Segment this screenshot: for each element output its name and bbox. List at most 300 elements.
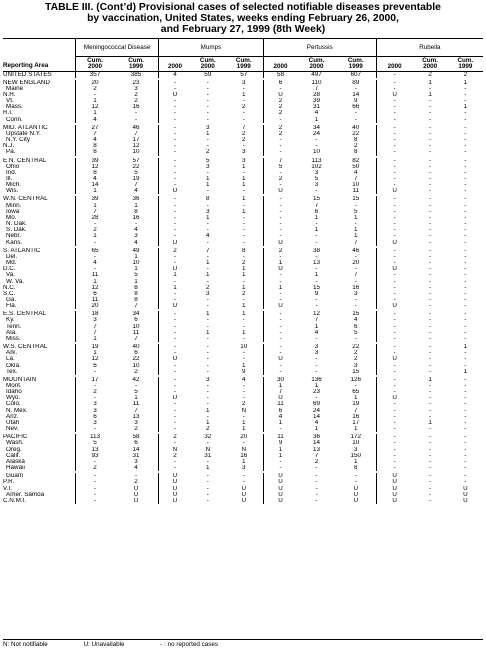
value-cell: 10 (352, 182, 360, 189)
value-cell: 10 (240, 344, 248, 351)
value-cell: - (315, 479, 318, 486)
value-cell: - (159, 170, 191, 176)
value-cell: 1 (206, 130, 210, 137)
value-cell: 24 (313, 407, 321, 414)
value-cell: 1 (206, 260, 210, 267)
value-cell: 1 (76, 188, 114, 194)
column-header: Cum. 2000 (413, 57, 448, 72)
value-cell: 5 (76, 440, 114, 446)
value-cell: - (242, 116, 245, 123)
value-cell: - (354, 296, 357, 303)
value-cell: - (464, 278, 467, 285)
value-cell: - (242, 296, 245, 303)
value-cell: - (376, 164, 412, 170)
value-cell: - (135, 473, 138, 480)
value-cell: 1 (353, 227, 358, 234)
value-cell: 7 (134, 335, 138, 342)
value-cell: 20 (76, 80, 114, 86)
value-cell: U (241, 491, 247, 498)
reporting-area-cell: Ga. (6, 296, 17, 303)
value-cell: - (376, 170, 412, 176)
value-cell: - (429, 335, 432, 342)
value-cell: 46 (132, 124, 140, 131)
reporting-area-cell: Miss. (6, 335, 21, 342)
value-cell: - (263, 465, 297, 471)
value-cell: - (263, 170, 297, 176)
value-cell: 46 (352, 247, 360, 254)
title-line-2: by vaccination, United States, weeks ending February 26, 2000, (87, 13, 399, 24)
value-cell: - (464, 419, 467, 426)
value-cell: - (464, 323, 467, 330)
reporting-area-cell: Minn. (6, 202, 22, 209)
value-cell: - (429, 266, 432, 273)
reporting-area-cell: P.R. (3, 479, 15, 486)
value-cell: - (464, 479, 467, 486)
value-cell: - (376, 434, 412, 440)
value-cell: 1 (314, 323, 319, 330)
value-cell: 3 (353, 362, 358, 369)
value-cell: - (429, 130, 432, 137)
value-cell: 10 (313, 149, 321, 156)
value-cell: - (376, 291, 412, 297)
value-cell: 7 (76, 131, 114, 137)
value-cell: - (206, 169, 209, 176)
value-cell: 3 (353, 446, 358, 453)
value-cell: 1 (206, 465, 210, 472)
value-cell: - (376, 285, 412, 291)
value-cell: 5 (134, 169, 138, 176)
column-header: Cum. 1999 (225, 57, 263, 72)
value-cell: U (263, 303, 297, 309)
value-cell: - (263, 182, 297, 188)
reporting-area-cell: N.C. (3, 284, 16, 291)
value-cell: - (376, 369, 412, 375)
reporting-area-cell: Okla. (6, 362, 21, 369)
value-cell: 31 (132, 452, 140, 459)
value-cell: 7 (242, 124, 246, 131)
value-cell: 9 (314, 290, 319, 297)
value-cell: - (159, 344, 191, 350)
column-header: Cum. 2000 (76, 57, 114, 72)
value-cell: - (76, 395, 114, 401)
reporting-area-cell: Ala. (6, 329, 17, 336)
value-cell: 3 (134, 85, 138, 92)
value-cell: - (376, 254, 412, 260)
value-cell: - (159, 291, 191, 297)
value-cell: 13 (313, 260, 321, 267)
value-cell: - (206, 497, 209, 504)
value-cell: 8 (134, 290, 138, 297)
value-cell: 1 (428, 376, 432, 383)
value-cell: 3 (242, 157, 246, 164)
value-cell: - (429, 143, 432, 150)
reporting-area-cell: Calif. (6, 452, 21, 459)
reporting-area-cell: N. Dak. (6, 221, 27, 228)
table-row (3, 498, 483, 504)
value-cell: - (159, 401, 191, 407)
value-cell: 12 (76, 285, 114, 291)
value-cell: - (429, 137, 432, 144)
value-cell: 3 (206, 376, 210, 383)
value-cell: - (376, 158, 412, 164)
value-cell: N (159, 447, 191, 453)
value-cell: 9 (353, 98, 358, 105)
value-cell: - (429, 465, 432, 472)
value-cell: - (242, 323, 245, 330)
value-cell: 12 (313, 311, 321, 318)
value-cell: - (159, 254, 191, 260)
value-cell: - (206, 137, 209, 144)
value-cell: 113 (311, 157, 322, 164)
value-cell: - (464, 329, 467, 336)
value-cell: 7 (353, 272, 358, 279)
value-cell: - (376, 408, 412, 414)
value-cell: 2 (159, 453, 191, 459)
value-cell: - (76, 426, 114, 432)
reporting-area-cell: R.I. (3, 110, 13, 117)
value-cell: - (429, 290, 432, 297)
value-cell: - (429, 104, 432, 111)
value-cell: 1 (134, 278, 138, 285)
value-cell: - (206, 110, 209, 117)
reporting-area-cell: Kans. (6, 239, 23, 246)
reporting-area-cell: PACIFIC (3, 434, 28, 441)
value-cell: 6 (134, 440, 138, 447)
value-cell: 14 (313, 440, 321, 447)
value-cell: - (429, 434, 432, 441)
value-cell: - (464, 239, 467, 246)
value-cell: 5 (263, 164, 297, 170)
value-cell: 34 (132, 311, 140, 318)
value-cell: 1 (463, 79, 468, 86)
value-cell: 3 (353, 290, 358, 297)
value-cell: - (159, 131, 191, 137)
value-cell: - (206, 239, 209, 246)
value-cell: - (206, 317, 209, 324)
value-cell: 1 (242, 284, 246, 291)
reporting-area-cell: Ky. (6, 317, 15, 324)
value-cell: - (206, 253, 209, 260)
value-cell: 1 (242, 163, 246, 170)
value-cell: - (206, 221, 209, 228)
value-cell: - (376, 317, 412, 323)
value-cell: - (464, 426, 467, 433)
value-cell: - (263, 272, 297, 278)
value-cell: - (242, 98, 245, 105)
reporting-area-cell: E.S. CENTRAL (3, 311, 47, 318)
value-cell: U (159, 356, 191, 362)
value-cell: - (242, 85, 245, 92)
value-cell: 2 (159, 248, 191, 254)
value-cell: U (159, 188, 191, 194)
value-cell: - (242, 389, 245, 396)
value-cell: 2 (76, 465, 114, 471)
value-cell: 16 (132, 104, 140, 111)
value-cell: 13 (76, 447, 114, 453)
value-cell: 2 (134, 91, 138, 98)
value-cell: 8 (134, 296, 138, 303)
value-cell: 3 (206, 208, 210, 215)
value-cell: 39 (76, 158, 114, 164)
value-cell: - (263, 330, 297, 336)
value-cell: - (159, 330, 191, 336)
value-cell: 2 (206, 284, 210, 291)
value-cell: - (206, 79, 209, 86)
value-cell: - (376, 149, 412, 155)
value-cell: - (315, 368, 318, 375)
reporting-area-cell: La. (6, 356, 15, 363)
reporting-area-cell: E.N. CENTRAL (3, 157, 47, 164)
reporting-area-cell: Ill. (6, 176, 13, 182)
value-cell: U (159, 240, 191, 246)
value-cell: - (429, 356, 432, 363)
value-cell: - (464, 311, 467, 318)
value-cell: - (354, 253, 357, 260)
value-cell: 126 (350, 376, 361, 383)
value-cell: U (376, 492, 412, 498)
value-cell: - (429, 221, 432, 228)
reporting-area-cell: Nev. (6, 426, 19, 433)
value-cell: 16 (240, 452, 248, 459)
footnote-no-cases: - : no reported cases (160, 641, 219, 648)
reporting-area-cell: Maine (6, 85, 24, 92)
value-cell: 12 (132, 143, 140, 150)
reporting-area-cell: N.Y. City (6, 137, 31, 144)
value-cell: U (159, 492, 191, 498)
value-cell: 65 (352, 389, 360, 396)
reporting-area-cell: Colo. (6, 401, 21, 408)
value-cell: - (159, 317, 191, 323)
value-cell: 1 (314, 116, 319, 123)
value-cell: - (206, 227, 209, 234)
value-cell: - (206, 395, 209, 402)
value-cell: 7 (76, 330, 114, 336)
value-cell: - (464, 176, 467, 182)
value-cell: 2 (206, 426, 210, 433)
value-cell: - (464, 407, 467, 414)
value-cell: 4 (353, 317, 358, 324)
value-cell: U (376, 92, 412, 98)
value-cell: - (429, 350, 432, 357)
value-cell: - (429, 296, 432, 303)
value-cell: 3 (76, 401, 114, 407)
value-cell: - (464, 130, 467, 137)
value-cell: U (376, 356, 412, 362)
reporting-area-cell: UNITED STATES (3, 71, 52, 78)
value-cell: U (263, 188, 297, 194)
value-cell: 1 (159, 272, 191, 278)
value-cell: 42 (132, 376, 140, 383)
value-cell: 3 (76, 317, 114, 323)
value-cell: 2 (134, 98, 138, 105)
value-cell: 4 (159, 71, 191, 78)
reporting-area-cell: Fla. (6, 303, 17, 310)
reporting-area-cell: Conn. (6, 116, 23, 123)
value-cell: 3 (206, 163, 210, 170)
value-cell: 8 (134, 208, 138, 215)
value-cell: 4 (314, 419, 319, 426)
value-cell: - (159, 383, 191, 389)
value-cell: - (464, 303, 467, 310)
value-cell: 3 (314, 350, 319, 357)
reporting-area-cell: Alaska (6, 458, 25, 465)
value-cell: - (429, 227, 432, 234)
value-cell: 1 (263, 447, 297, 453)
value-cell: - (464, 413, 467, 420)
value-cell: N (241, 407, 247, 414)
value-cell: - (159, 149, 191, 155)
value-cell: - (159, 104, 191, 110)
reporting-area-header: Reporting Area (3, 57, 76, 72)
value-cell: - (464, 473, 467, 480)
value-cell: - (159, 311, 191, 317)
value-cell: 1 (76, 233, 114, 239)
reporting-area-cell: Tex. (6, 368, 18, 375)
value-cell: - (464, 196, 467, 203)
value-cell: - (159, 98, 191, 104)
value-cell: 1 (76, 279, 114, 285)
value-cell: 4 (263, 414, 297, 420)
value-cell: - (242, 479, 245, 486)
reporting-area-cell: Ark. (6, 350, 18, 357)
value-cell: 28 (313, 91, 321, 98)
value-cell: - (159, 465, 191, 471)
value-cell: 66 (352, 104, 360, 111)
value-cell: - (464, 317, 467, 324)
value-cell: 15 (313, 196, 321, 203)
value-cell: 7 (134, 130, 138, 137)
value-cell: - (263, 317, 297, 323)
value-cell: 15 (313, 284, 321, 291)
value-cell: - (354, 335, 357, 342)
value-cell: - (429, 344, 432, 351)
value-cell: 1 (263, 453, 297, 459)
value-cell: - (429, 208, 432, 215)
value-cell: 7 (134, 182, 138, 189)
value-cell: - (159, 182, 191, 188)
value-cell: - (376, 215, 412, 221)
value-cell: 23 (313, 389, 321, 396)
value-cell: - (376, 227, 412, 233)
value-cell: - (315, 221, 318, 228)
value-cell: 57 (132, 157, 140, 164)
value-cell: 14 (132, 446, 140, 453)
value-cell: - (159, 414, 191, 420)
value-cell: - (263, 149, 297, 155)
value-cell: 2 (242, 260, 246, 267)
value-cell: - (206, 266, 209, 273)
value-cell: 1 (263, 285, 297, 291)
value-cell: - (464, 116, 467, 123)
value-cell: 1 (314, 383, 319, 389)
value-cell: 4 (134, 239, 138, 246)
value-cell: U (133, 485, 139, 492)
value-cell: 1 (134, 253, 138, 260)
value-cell: 17 (352, 419, 360, 426)
title-line-3: and February 27, 1999 (8th Week) (160, 24, 326, 35)
value-cell: - (159, 110, 191, 116)
value-cell: - (429, 110, 432, 117)
value-cell: - (429, 329, 432, 336)
value-cell: - (464, 98, 467, 105)
value-cell: 3 (242, 79, 246, 86)
value-cell: U (263, 356, 297, 362)
value-cell: - (159, 221, 191, 227)
value-cell: - (464, 272, 467, 279)
value-cell: 2 (76, 227, 114, 233)
value-cell: 1 (242, 208, 246, 215)
value-cell: - (315, 239, 318, 246)
reporting-area-cell: N.H. (3, 91, 16, 98)
value-cell: - (263, 137, 297, 143)
value-cell: - (263, 426, 297, 432)
value-cell: U (159, 473, 191, 479)
reporting-area-cell: Guam (6, 473, 24, 480)
value-cell: 102 (311, 163, 322, 170)
value-cell: - (429, 157, 432, 164)
value-cell: - (206, 440, 209, 447)
value-cell: - (429, 458, 432, 465)
value-cell: 39 (313, 98, 321, 105)
value-cell: 1 (206, 214, 210, 221)
value-cell: 1 (76, 336, 114, 342)
value-cell: 8 (76, 170, 114, 176)
value-cell: - (376, 221, 412, 227)
value-cell: 12 (76, 104, 114, 110)
value-cell: 10 (132, 323, 140, 330)
value-cell: - (263, 86, 297, 92)
reporting-area-cell: C.N.M.I. (3, 497, 27, 504)
value-cell: 1 (134, 202, 138, 209)
value-cell: - (206, 116, 209, 123)
value-cell: 1 (242, 426, 246, 433)
value-cell: - (464, 137, 467, 144)
value-cell: - (429, 440, 432, 447)
value-cell: 11 (132, 401, 140, 408)
value-cell: - (429, 239, 432, 246)
column-header: 2000 (159, 57, 191, 72)
value-cell: 23 (132, 79, 140, 86)
value-cell: U (159, 303, 191, 309)
value-cell: - (159, 143, 191, 149)
value-cell: - (159, 363, 191, 369)
value-cell: - (206, 303, 209, 310)
value-cell: 20 (76, 303, 114, 309)
value-cell: 2 (463, 71, 468, 78)
value-cell: 31 (313, 104, 321, 111)
value-cell: 4 (206, 233, 210, 240)
value-cell: - (429, 452, 432, 459)
value-cell: 1 (428, 91, 432, 98)
value-cell: U (159, 479, 191, 485)
value-cell: N (241, 446, 247, 453)
value-cell: - (429, 395, 432, 402)
value-cell: U (241, 497, 247, 504)
value-cell: - (429, 401, 432, 408)
table-title (0, 0, 486, 35)
value-cell: - (159, 203, 191, 209)
value-cell: 136 (311, 376, 322, 383)
value-cell: - (464, 440, 467, 447)
value-cell: 2 (263, 125, 297, 131)
value-cell: U (263, 486, 297, 492)
value-cell: - (464, 110, 467, 117)
value-cell: U (353, 491, 359, 498)
value-cell: - (159, 137, 191, 143)
value-cell: - (242, 317, 245, 324)
value-cell: - (376, 233, 412, 239)
value-cell: 1 (76, 350, 114, 356)
